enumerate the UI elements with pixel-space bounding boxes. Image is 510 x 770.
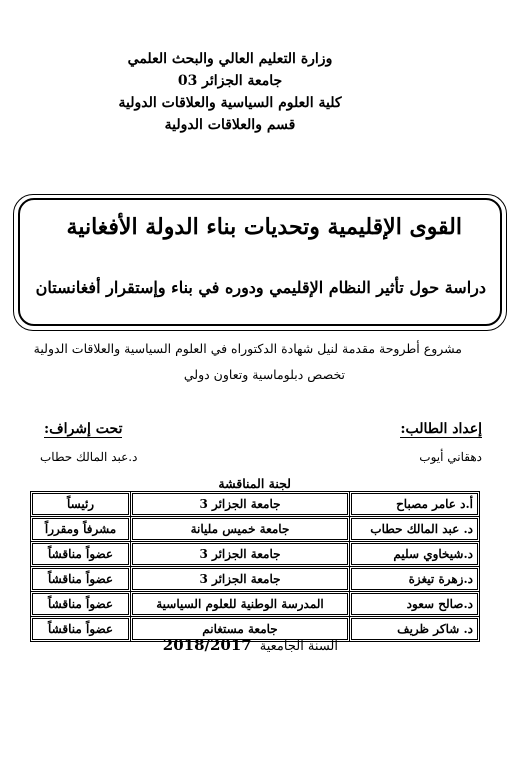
title-box — [18, 198, 502, 326]
ministry-name: وزارة التعليم العالي والبحث العلمي — [127, 51, 333, 67]
table-row — [31, 517, 480, 542]
academic-year — [163, 636, 338, 654]
student-name: دهقاني أيوب — [419, 450, 482, 464]
member-institution: جامعة مستغانم — [131, 617, 350, 642]
institution-header — [110, 48, 350, 136]
thesis-subtitle: دراسة حول تأثير النظام الإقليمي ودوره في بناء وإستقرار أفغانستان — [35, 278, 486, 297]
supervisor-name: د.عبد المالك حطاب — [40, 450, 138, 464]
member-name: د.زهرة تيغزة — [349, 567, 479, 592]
member-name: د.صالح سعود — [349, 592, 479, 617]
table-row — [31, 592, 480, 617]
member-role: رئيساً — [31, 492, 131, 517]
member-institution: المدرسة الوطنية للعلوم السياسية — [131, 592, 350, 617]
supervisor-heading: تحت إشراف: — [44, 421, 123, 437]
member-name: د. شاكر ظريف — [349, 617, 479, 642]
university-name: جامعة الجزائر 03 — [177, 73, 283, 89]
member-name: د. عبد المالك حطاب — [349, 517, 479, 542]
member-institution: جامعة الجزائر 3 — [131, 542, 350, 567]
academic-year-value: 2018/2017 — [162, 636, 252, 654]
member-role: مشرفاً ومقرراً — [31, 517, 131, 542]
thesis-title: القوى الإقليمية وتحديات بناء الدولة الأفغانية — [66, 214, 462, 240]
member-name: أ.د عامر مصباح — [349, 492, 479, 517]
table-row — [31, 542, 480, 567]
member-institution: جامعة خميس مليانة — [131, 517, 350, 542]
academic-year-label: السنة الجامعية — [259, 639, 338, 654]
member-role: عضواً مناقشاً — [31, 617, 131, 642]
committee-heading: لجنة المناقشة — [218, 476, 291, 491]
student-heading: إعداد الطالب: — [400, 421, 482, 437]
member-role: عضواً مناقشاً — [31, 567, 131, 592]
member-institution: جامعة الجزائر 3 — [131, 492, 350, 517]
faculty-name: كلية العلوم السياسية والعلاقات الدولية — [118, 95, 342, 111]
member-role: عضواً مناقشاً — [31, 592, 131, 617]
member-name: د.شيخاوي سليم — [349, 542, 479, 567]
committee-table — [30, 491, 480, 642]
member-institution: جامعة الجزائر 3 — [131, 567, 350, 592]
project-description: مشروع أطروحة مقدمة لنيل شهادة الدكتوراه في العلوم السياسية والعلاقات الدولية — [33, 341, 462, 356]
department-name: قسم والعلاقات الدولية — [164, 117, 296, 133]
table-row — [31, 492, 480, 517]
member-role: عضواً مناقشاً — [31, 542, 131, 567]
table-row — [31, 567, 480, 592]
specialty: تخصص دبلوماسية وتعاون دولي — [183, 367, 345, 382]
